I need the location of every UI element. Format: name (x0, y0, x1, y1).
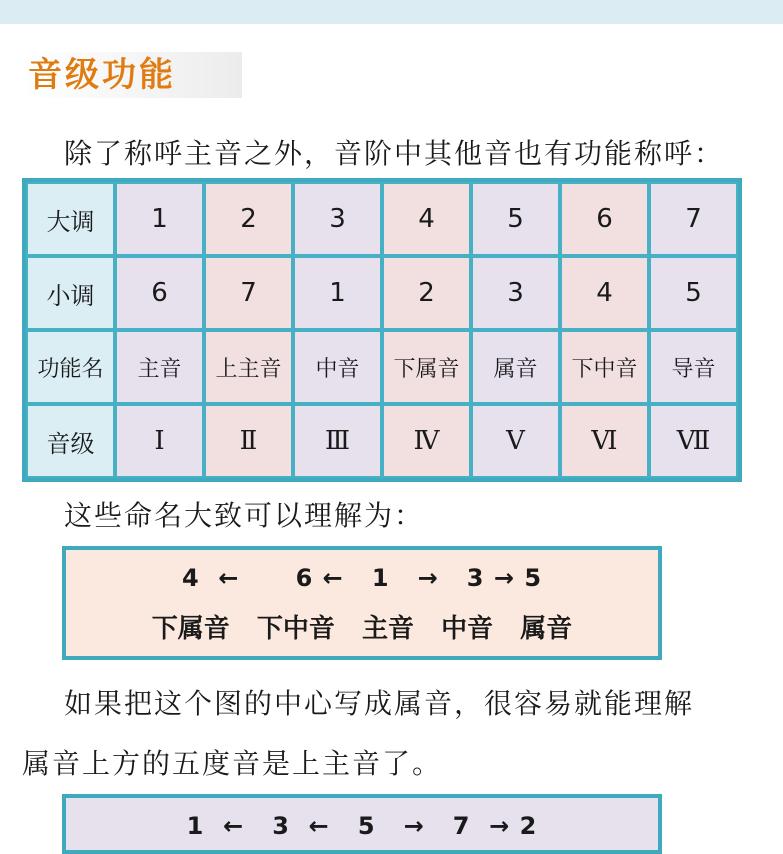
diagram-number-row: 4 ← 6 ← 1 → 3 → 5 (181, 564, 543, 592)
table-cell: 7 (204, 256, 293, 330)
table-cell: 4 (560, 256, 649, 330)
table-cell: 7 (649, 182, 738, 256)
diagram-number-row: 1 ← 3 ← 5 → 7 → 2 (186, 812, 538, 840)
intro-paragraph: 除了称呼主音之外，音阶中其他音也有功能称呼： (64, 137, 725, 170)
table-cell: 4 (382, 182, 471, 256)
table-cell: 6 (560, 182, 649, 256)
table-cell: 属音 (471, 330, 560, 404)
table-row (26, 330, 738, 404)
table-cell: 上主音 (204, 330, 293, 404)
top-banner (0, 0, 783, 24)
table-cell: 下中音 (560, 330, 649, 404)
table-cell: 导音 (649, 330, 738, 404)
table-cell: Ⅳ (382, 404, 471, 478)
table-cell: Ⅵ (560, 404, 649, 478)
row-label-minor: 小调 (26, 256, 115, 330)
dominant-diagram-box (62, 794, 662, 854)
table-cell: 下属音 (382, 330, 471, 404)
table-cell: 主音 (115, 330, 204, 404)
table-cell: 3 (293, 182, 382, 256)
table-cell: Ⅱ (204, 404, 293, 478)
body-paragraph-line-2: 属音上方的五度音是上主音了。 (22, 747, 443, 780)
table-cell: Ⅲ (293, 404, 382, 478)
table-cell: 1 (293, 256, 382, 330)
table-row (26, 182, 738, 256)
table-cell: 2 (204, 182, 293, 256)
table-cell: 5 (649, 256, 738, 330)
table-cell: 2 (382, 256, 471, 330)
table-row (26, 404, 738, 478)
table-cell: 6 (115, 256, 204, 330)
row-label-degree: 音级 (26, 404, 115, 478)
body-paragraph-line-1: 如果把这个图的中心写成属音，很容易就能理解 (64, 687, 695, 720)
diagram-name-row: 下属音 下中音 主音 中音 属音 (151, 614, 573, 644)
table-cell: Ⅶ (649, 404, 738, 478)
section-title: 音级功能 (28, 55, 176, 95)
table-cell: 5 (471, 182, 560, 256)
row-label-function: 功能名 (26, 330, 115, 404)
explanation-paragraph: 这些命名大致可以理解为： (64, 499, 425, 532)
table-cell: Ⅴ (471, 404, 560, 478)
table-cell: Ⅰ (115, 404, 204, 478)
row-label-major: 大调 (26, 182, 115, 256)
function-diagram-box (62, 546, 662, 660)
table-cell: 1 (115, 182, 204, 256)
table-cell: 中音 (293, 330, 382, 404)
table-cell: 3 (471, 256, 560, 330)
table-row (26, 256, 738, 330)
scale-degree-table (22, 178, 742, 482)
